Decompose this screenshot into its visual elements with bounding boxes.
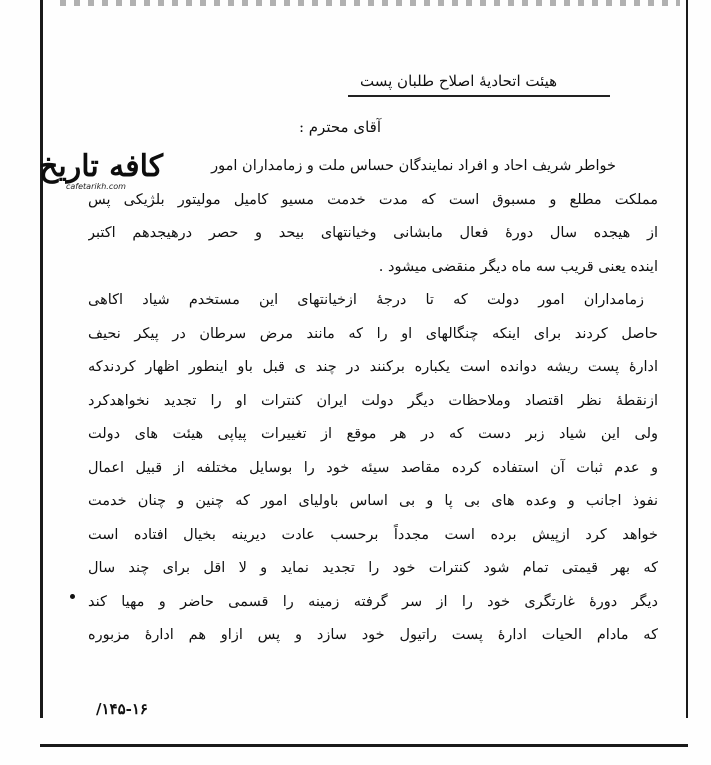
body-line: ازنقطهٔ نظر اقتصاد وملاحظات دیگر دولت ایران کنترات او را تجدید نخواهدکرد <box>88 392 658 409</box>
body-line: از هیجده سال دورهٔ فعال مابشانی وخیانتهای بیحد و حصر درهیجدهم اکتبر <box>88 225 658 241</box>
body-line: دیگر دورهٔ غارتگری خود را از سر گرفته زمینه را قسمی حاضر و مهیا کند <box>88 593 658 610</box>
bottom-rule <box>40 744 688 747</box>
body-line: اینده یعنی قریب سه ماه دیگر منقضی میشود . <box>378 258 658 275</box>
ink-dot <box>70 594 75 599</box>
body-line: خواهد کرد ازپیش برده است مجدداً برحسب عادت دیرینه بخیال افتاده است <box>88 526 658 543</box>
salutation: آقای محترم : <box>298 118 381 136</box>
body-line: ولی این شیاد زبر دست که در هر موقع از تغییرات پیاپی هیئت های دولت <box>88 426 658 442</box>
body-line: مملکت مطلع و مسبوق است که مدت خدمت مسیو کامیل مولیتور بلژیکی پس <box>88 191 658 208</box>
letter-body <box>88 150 658 653</box>
letter-heading: هیئت اتحادیهٔ اصلاح طلبان پست <box>360 72 558 90</box>
body-line: ادارهٔ پست ریشه دوانده است یکباره برکنند در چند ی قبل باو اینطور اظهار کردندکه <box>88 359 658 375</box>
body-line: خواطر شریف احاد و افراد نمایندگان حساس ملت و زمامداران امور <box>211 158 616 174</box>
body-line: نفوذ اجانب و وعده های بی پا و بی اساس باولیای امور که چنین و چنان خدمت <box>88 493 658 509</box>
watermark-logo-text: کافه تاریخ <box>39 149 163 184</box>
page-border-left <box>40 0 43 718</box>
body-line: که مادام الحیات ادارهٔ پست راتیول خود سازد و پس ازاو هم ادارهٔ مزبوره <box>88 627 658 643</box>
page-border-right <box>686 0 688 718</box>
body-line: زمامداران امور دولت که تا درجهٔ ازخیانتهای این مستخدم شیاد اکاهی <box>88 292 644 308</box>
body-line: که بهر قیمتی تمام شود کنترات خود را تجدید نماید و لا اقل برای چند سال <box>88 560 658 576</box>
body-line: حاصل کردند برای اینکه چنگالهای او را که مانند مرض سرطان در پیکر نحیف <box>88 325 658 342</box>
body-line: و عدم ثبات آن استفاده کرده مقاصد سیئه خود را بوسایل مختلفه از قبیل اعمال <box>88 459 658 476</box>
scan-edge <box>60 0 680 6</box>
document-number: ۱۴۵-۱۶/ <box>96 700 148 718</box>
watermark-site-text: cafetarikh.com <box>66 182 126 191</box>
heading-underline <box>348 95 610 97</box>
